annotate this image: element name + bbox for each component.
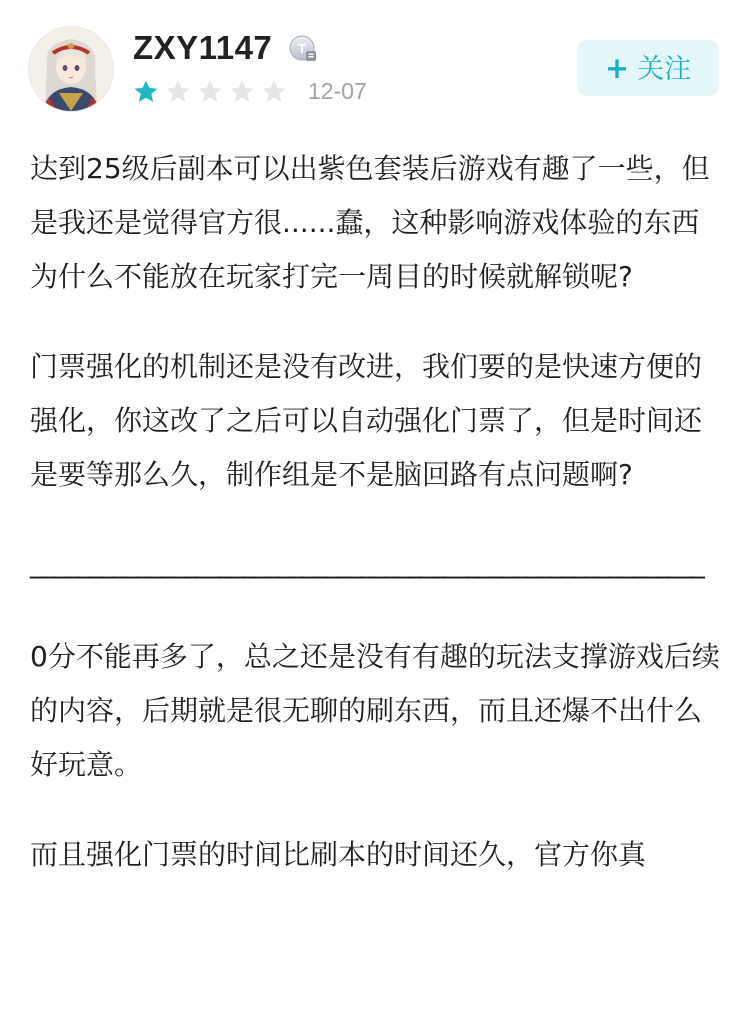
review-paragraph: 达到25级后副本可以出紫色套装后游戏有趣了一些，但是我还是觉得官方很......蠢，这种影响游戏体验的东西为什么不能放在玩家打完一周目的时候就解锁呢? <box>30 152 710 293</box>
star-icon <box>197 79 223 105</box>
review-paragraph: 0分不能再多了，总之还是没有有趣的玩法支撑游戏后续的内容，后期就是很无聊的刷东西，而且还爆不出什么好玩意。 <box>30 640 720 781</box>
follow-label: 关注 <box>637 54 692 85</box>
divider-text: _________________________________________________________ <box>30 546 703 579</box>
avatar[interactable] <box>28 26 114 112</box>
follow-button[interactable] <box>578 40 718 96</box>
star-icon <box>165 79 191 105</box>
review-body <box>30 142 720 918</box>
review-paragraph: 门票强化的机制还是没有改进，我们要的是快速方便的强化，你这改了之后可以自动强化门票了，但是时间还是要等那么久，制作组是不是脑回路有点问题啊? <box>30 350 703 491</box>
review-paragraph: 而且强化门票的时间比刷本的时间还久，官方你真 <box>30 838 647 871</box>
star-icon <box>229 79 255 105</box>
star-icon <box>261 79 287 105</box>
user-level-badge-icon <box>288 34 318 64</box>
review-date: 12-07 <box>308 78 367 104</box>
review-header <box>0 0 749 130</box>
avatar-image <box>29 27 113 111</box>
username[interactable]: ZXY1147 <box>133 29 273 66</box>
plus-icon: + <box>604 51 630 85</box>
svg-text:T: T <box>298 41 306 56</box>
star-icon <box>133 79 159 105</box>
